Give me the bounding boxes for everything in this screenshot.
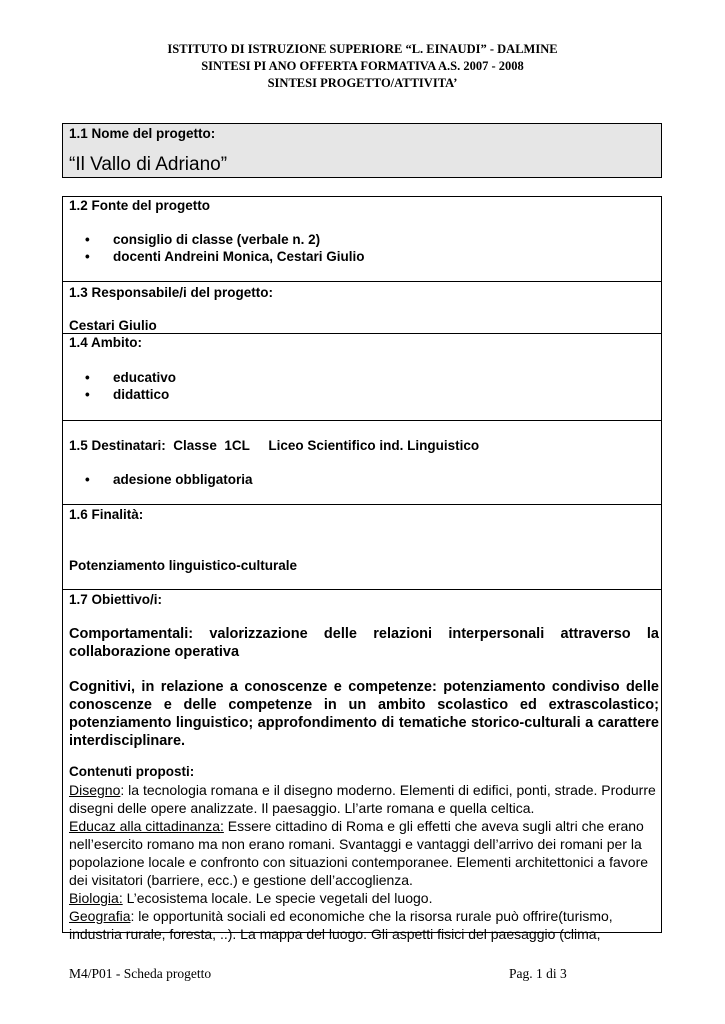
source-label: 1.2 Fonte del progetto [69,198,211,213]
geography-subject: Geografia [69,908,131,924]
behavioral-objectives: Comportamentali: valorizzazione delle relazioni interpersonali attraverso la collaborazione operativa [69,626,659,660]
goals-value: Potenziamento linguistico-culturale [69,558,298,573]
page-number: Pag. 1 di 3 [509,966,567,981]
project-name: “Il Vallo di Adriano” [69,154,228,175]
objectives-label: 1.7 Obiettivo/i: [69,592,163,607]
divider [62,333,662,334]
drawing-subject: Disegno [69,782,121,798]
form-code: M4/P01 - Scheda progetto [69,966,212,981]
divider [62,420,662,421]
divider [62,589,662,590]
scope-label: 1.4 Ambito: [69,335,143,350]
divider [62,281,662,282]
institute-title: ISTITUTO DI ISTRUZIONE SUPERIORE “L. EINAUDI” - DALMINE [167,42,558,56]
recipients-label: 1.5 Destinatari: Classe 1CL Liceo Scientifico ind. Linguistico [69,438,480,453]
summary-title: SINTESI PROGETTO/ATTIVITA’ [267,76,458,90]
responsible-label: 1.3 Responsabile/i del progetto: [69,285,274,300]
offer-title: SINTESI PI ANO OFFERTA FORMATIVA A.S. 2007 - 2008 [201,59,524,73]
contents-text: Disegno: la tecnologia romana e il disegno moderno. Elementi di edifici, ponti, strade. Produrre disegni delle opere analizzate. Il paesaggio. Ll’arte romana e quella celtica. Educaz alla cittadinanza: Essere cittadino di Roma e gli effetti che aveva sugli altri che erano nell’esercito romano ma non erano romani. Svantaggi e vantaggi dell’arrivo dei romani per la popolazione locale e confronto con situazioni contemporanee. Elementi architettonici a favore dei visitatori (barriere, ecc.) e gestione dell’accoglienza. Biologia: L’ecosistema locale. Le specie vegetali del luogo. Geografia: le opportunità sociali ed economiche che la risorsa rurale può offrire(turismo, industria rurale, foresta, ..). La mappa del luogo. Gli aspetti fisici del paesaggio (clima, [69,782,656,942]
contents-label: Contenuti proposti: [69,764,195,779]
goals-label: 1.6 Finalità: [69,507,144,522]
responsible-value: Cestari Giulio [69,318,157,333]
divider [62,504,662,505]
cognitive-objectives: Cognitivi, in relazione a conoscenze e competenze: potenziamento condiviso delle conoscenze e delle competenze in un ambito scolastico ed extrascolastico; potenziamento linguistico; approfondimento di tematiche storico-culturali a carattere interdisciplinare. [69,679,659,749]
project-name-label: 1.1 Nome del progetto: [69,126,216,141]
biology-subject: Biologia: [69,890,123,906]
citizenship-subject: Educaz alla cittadinanza: [69,818,224,834]
